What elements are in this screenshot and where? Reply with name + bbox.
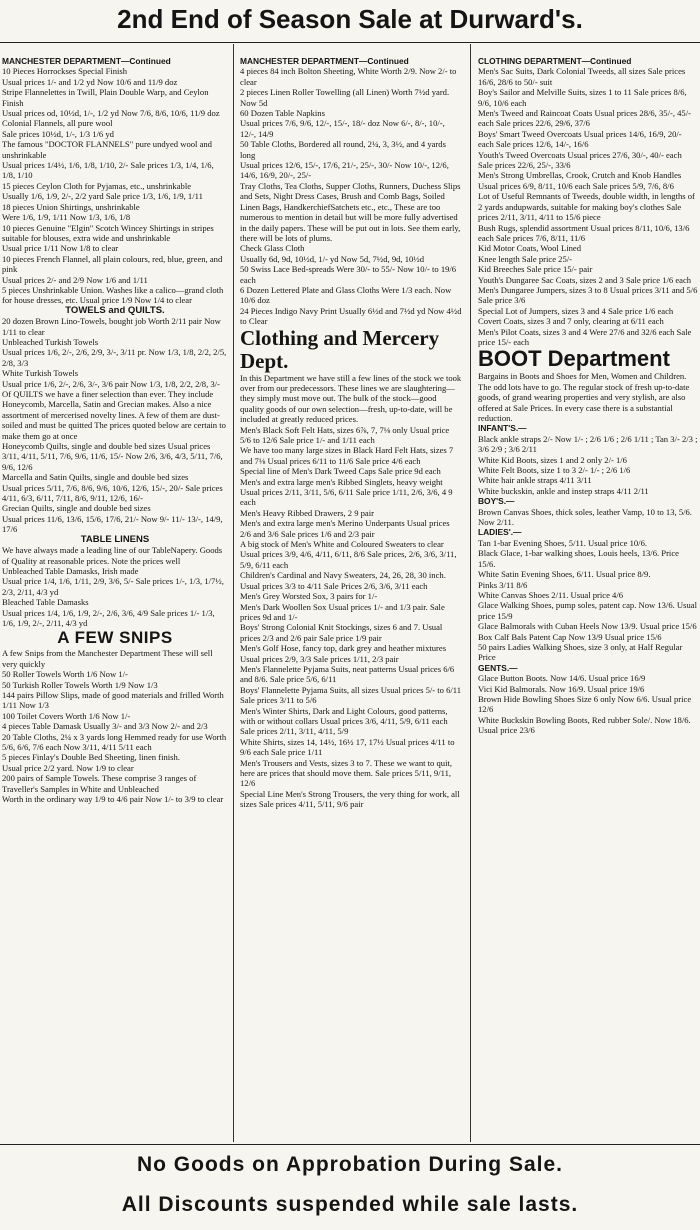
item: Grecian Quilts, single and double bed sizes xyxy=(2,503,151,514)
item: Glace Button Boots. Now 14/6. Usual price 16/9 xyxy=(478,673,646,684)
column-divider xyxy=(470,44,471,1142)
item: Marcella and Satin Quilts, single and double bed sizes xyxy=(2,472,189,483)
item: 20 dozen Brown Lino-Towels, bought job Worth 2/11 pair Now 1/11 to clear xyxy=(2,316,221,337)
item: Bargains in Boots and Shoes for Men, Women and Children. The odd lots have to go. The regular stock of fresh up-to-date goods, of grand wearing properties and very stylish, are also offered at Sale Prices. In every case there is a substantial reduction. xyxy=(478,371,690,423)
item: White hair ankle straps 4/11 3/11 xyxy=(478,475,592,486)
item: Special Lot of Jumpers, sizes 3 and 4 Sale price 1/6 each xyxy=(478,305,674,316)
item: 4 pieces Table Damask Usually 3/- and 3/3 Now 2/- and 2/3 xyxy=(2,721,208,732)
section-heading: Clothing and Mercery Dept. xyxy=(240,325,440,373)
item: Usually 1/6, 1/9, 2/-, 2/2 yard Sale price 1/3, 1/6, 1/9, 1/11 xyxy=(2,191,203,202)
section-heading: MANCHESTER DEPARTMENT—Continued xyxy=(2,56,171,66)
top-rule xyxy=(0,42,700,43)
item: Colonial Flannels, all pure wool xyxy=(2,118,113,129)
item: 50 Swiss Lace Bed-spreads Were 30/- to 55/- Now 10/- to 19/6 each xyxy=(240,264,457,285)
item: Vici Kid Balmorals. Now 16/9. Usual price 19/6 xyxy=(478,683,645,694)
section-heading: TABLE LINENS xyxy=(80,533,150,545)
item: Usual prices 1/6, 2/-, 2/6, 2/9, 3/-, 3/11 pr. Now 1/3, 1/8, 2/2, 2/5, 2/8, 3/3 xyxy=(2,347,227,368)
item: Kid Motor Coats, Wool Lined xyxy=(478,243,581,254)
item: Brown Canvas Shoes, thick soles, leather Vamp, 10 to 13, 5/6. Now 2/11. xyxy=(478,506,692,528)
item: Youth's Tweed Overcoats Usual prices 27/6, 30/-, 40/- each Sale prices 22/6, 25/-, 33/6 xyxy=(478,149,682,171)
item: White Turkish Towels xyxy=(2,368,79,379)
item: 100 Toilet Covers Worth 1/6 Now 1/- xyxy=(2,710,131,721)
item: Usual prices 11/6, 13/6, 15/6, 17/6, 21/- Now 9/- 11/- 13/-, 14/9, 17/6 xyxy=(2,513,223,535)
item: White buckskin, ankle and instep straps 4/11 2/11 xyxy=(478,485,649,496)
item: Men's Flannelette Pyjama Suits, neat patterns Usual prices 6/6 and 8/6. Sale price 5/6, 6/11 xyxy=(240,663,455,685)
item: Usual price 2/2 yard. Now 1/9 to clear xyxy=(2,762,134,773)
item: In this Department we have still a few lines of the stock we took over from our predecessors. These lines we are slaughtering—they simply must move out. The bulk of the stock—good quality goods of our own selection—fresh, up-to-date, will be included at greatly reduced prices. xyxy=(240,372,462,425)
item: 50 Turkish Roller Towels Worth 1/9 Now 1/3 xyxy=(2,679,158,690)
item: Honeycomb Quilts, single and double bed sizes Usual prices 3/11, 4/11, 5/11, 7/6, 9/6, 11/6, 15/- Now 2/6, 3/6, 4/3, 5/11, 7/6, 9/6, 12/6 xyxy=(2,441,223,472)
item: 10 Pieces Horrockses Special Finish xyxy=(2,66,128,77)
item: Men's Strong Umbrellas, Crook, Crutch and Knob Handles Usual prices 6/9, 8/11, 10/6 each Sale prices 5/9, 7/6, 8/6 xyxy=(478,170,682,191)
item: Of QUILTS we have a finer selection than ever. They include Honeycomb, Marcella, Satin and Grecian makes. Also a nice assortment of mercerised novelty lines. A few of them are dust-soiled and must be quitted The prices quoted below are certain to make them go at once xyxy=(2,389,226,441)
item: Stripe Flannelettes in Twill, Plain Double Warp, and Ceylon Finish xyxy=(2,87,209,108)
item: Worth in the ordinary way 1/9 to 4/6 pair Now 1/- to 3/9 to clear xyxy=(2,794,224,805)
item: Usual prices od, 10½d, 1/-, 1/2 yd Now 7/6, 8/6, 10/6, 11/9 doz xyxy=(2,108,220,119)
item: Usual prices 1/4½, 1/6, 1/8, 1/10, 2/- Sale prices 1/3, 1/4, 1/6, 1/8, 1/10 xyxy=(2,160,214,181)
item: Box Calf Bals Patent Cap Now 13/9 Usual price 15/6 xyxy=(478,631,662,642)
item: White Canvas Shoes 2/11. Usual price 4/6 xyxy=(478,589,624,600)
item: Black ankle straps 2/- Now 1/- ; 2/6 1/6 ; 2/6 1/11 ; Tan 3/- 2/3 ; 3/6 2/9 ; 3/6 2/11 xyxy=(478,433,698,455)
item: Usual prices 12/6, 15/-, 17/6, 21/-, 25/-, 30/- Now 10/-, 12/6, 14/6, 16/9, 20/-, 25/- xyxy=(240,160,449,181)
item: 10 pieces Genuine "Elgin" Scotch Wincey Shirtings in stripes suitable for blouses, extra wide and unshrinkable xyxy=(2,222,214,243)
item: Glace Balmorals with Cuban Heels Now 13/9. Usual price 15/6 xyxy=(478,621,697,632)
item: Boys' Flannelette Pyjama Suits, all sizes Usual prices 5/- to 6/11 Sale prices 3/11 to 5/6 xyxy=(240,684,462,706)
item: White Felt Boots, size 1 to 3 2/- 1/- ; 2/6 1/6 xyxy=(478,465,631,476)
item: Men's Sac Suits, Dark Colonial Tweeds, all sizes Sale prices 16/6, 28/6 to 50/- suit xyxy=(478,66,686,87)
item: Kid Breeches Sale price 15/- pair xyxy=(478,264,593,275)
item: Usual prices 2/- and 2/9 Now 1/6 and 1/11 xyxy=(2,274,148,285)
item: Men's Dungaree Jumpers, sizes 3 to 8 Usual prices 3/11 and 5/6 Sale price 3/6 xyxy=(478,284,698,306)
section-heading: A FEW SNIPS xyxy=(57,628,173,648)
item: 2 pieces Linen Roller Towelling (all Linen) Worth 7½d yard. Now 5d xyxy=(240,87,450,108)
item: Special Line Men's Strong Trousers, the very thing for work, all sizes Sale prices 4/11, 5/11, 9/6 pair xyxy=(240,788,460,810)
item: White Buckskin Bowling Boots, Red rubber Sole/. Now 18/6. Usual price 23/6 xyxy=(478,714,691,736)
item: Men's Heavy Ribbed Drawers, 2 9 pair xyxy=(240,507,375,518)
item: 144 pairs Pillow Slips, made of good materials and frilled Worth 1/11 Now 1/3 xyxy=(2,689,224,711)
item: White Kid Boots, sizes 1 and 2 only 2/- 1/6 xyxy=(478,454,627,465)
item: Men's Grey Worsted Sox, 3 pairs for 1/- xyxy=(240,591,378,602)
item: Tan 1-bar Evening Shoes, 5/11. Usual price 10/6. xyxy=(478,537,648,548)
section-heading: BOOT Department xyxy=(478,346,670,372)
item: Usually 6d, 9d, 10½d, 1/- yd Now 5d, 7½d, 9d, 10½d xyxy=(240,253,425,264)
section-heading: CLOTHING DEPARTMENT—Continued xyxy=(478,56,632,66)
item: Unbleached Turkish Towels xyxy=(2,336,99,347)
item: 4 pieces 84 inch Bolton Sheeting, White Worth 2/9. Now 2/- to clear xyxy=(240,66,457,87)
item: Boy's Sailor and Melville Suits, sizes 1 to 11 Sale prices 8/6, 9/6, 10/6 each xyxy=(478,87,687,108)
item: 5 pieces Finlay's Double Bed Sheeting, linen finish. xyxy=(2,752,180,763)
item: We have always made a leading line of our TableNapery. Goods of Quality at reasonable prices. Note the prices well xyxy=(2,545,223,566)
item: Sale prices 10½d, 1/-, 1/3 1/6 yd xyxy=(2,128,114,139)
item: 6 Dozen Lettered Plate and Glass Cloths Were 1/3 each. Now 10/6 doz xyxy=(240,284,452,306)
subsection-label: INFANT'S.— xyxy=(478,423,527,434)
item: White Satin Evening Shoes, 6/11. Usual price 8/9. xyxy=(478,569,651,580)
item: Men's Pilot Coats, sizes 3 and 4 Were 27/6 and 32/6 each Sale price 15/- each xyxy=(478,326,692,347)
item: White Shirts, sizes 14, 14½, 16½ 17, 17½ Usual prices 4/11 to 9/6 each Sale price 1/11 xyxy=(240,736,455,758)
item: Men's Winter Shirts, Dark and Light Colours, good patterns, with or without collars Usual prices 3/6, 4/11, 5/9, 6/11 each Sale prices 2/11, 3/11, 4/11, 5/9 xyxy=(240,705,448,737)
item: 20 Table Cloths, 2¼ x 3 yards long Hemmed ready for use Worth 5/6, 6/6, 7/6 each Now 3/11, 4/11 5/11 each xyxy=(2,731,227,752)
item: Men's and extra large men's Merino Underpants Usual prices 2/6 and 3/6 Sale prices 1/6 and 2/3 pair xyxy=(240,518,450,539)
item: Bleached Table Damasks xyxy=(2,597,89,608)
item: Men's Tweed and Raincoat Coats Usual prices 28/6, 35/-, 45/- each Sale prices 22/6, 29/6, 37/6 xyxy=(478,108,691,129)
item: Usual prices 7/6, 9/6, 12/-, 15/-, 18/- doz Now 6/-, 8/-, 10/-, 12/-, 14/9 xyxy=(240,118,445,139)
item: Covert Coats, sizes 3 and 7 only, clearing at 6/11 each xyxy=(478,316,664,327)
item: Usual prices 1/4, 1/6, 1/9, 2/-, 2/6, 3/6, 4/9 Sale prices 1/- 1/3, 1/6, 1/9, 2/-, 2/11, 4/3 yd xyxy=(2,607,215,628)
item: Usual prices 5/11, 7/6, 8/6, 9/6, 10/6, 12/6, 15/-, 20/- Sale prices 4/11, 6/3, 6/11, 7/11, 8/6, 9/11, 12/6, 16/- xyxy=(2,482,223,504)
item: Check Glass Cloth xyxy=(240,243,305,254)
item: Men's and extra large men's Ribbed Singlets, heavy weight Usual prices 2/11, 3/11, 5/6, 6/11 Sale price 1/11, 2/6, 3/6, 4 9 each xyxy=(240,476,453,508)
column-1 xyxy=(2,56,228,1140)
item: Boys' Smart Tweed Overcoats Usual prices 14/6, 16/9, 20/- each Sale prices 12/6, 14/-, 16/6 xyxy=(478,128,682,150)
item: Unbleached Table Damasks, Irish made xyxy=(2,565,139,576)
item: Usual price 1/4, 1/6, 1/11, 2/9, 3/6, 5/- Sale prices 1/-, 1/3, 1/7½, 2/3, 2/11, 4/3 yd xyxy=(2,576,224,597)
item: Usual price 1/11 Now 1/8 to clear xyxy=(2,243,119,254)
item: Lot of Useful Remnants of Tweeds, double width, in lengths of 2 yards andupwards, suitable for making boy's clothes Sale prices 2/11, 3/11, 4/11 to 15/6 piece xyxy=(478,191,695,223)
footer-line-1: No Goods on Approbation During Sale. xyxy=(136,1153,564,1176)
item: The famous "DOCTOR FLANNELS" pure undyed wool and unshrinkable xyxy=(2,139,212,160)
item: Usual prices 3/9, 4/6, 4/11, 6/11, 8/6 Sale prices, 2/6, 3/6, 3/11, 5/9, 6/11 each xyxy=(240,549,457,570)
item: Brown Hide Bowling Shoes Size 6 only Now 6/6. Usual price 12/6 xyxy=(478,693,692,715)
subsection-label: GENTS.— xyxy=(478,662,518,673)
item: Usual price 1/6, 2/-, 2/6, 3/-, 3/6 pair Now 1/3, 1/8, 2/2, 2/8, 3/- xyxy=(2,378,220,389)
item: Pinks 3/11 8/6 xyxy=(478,579,528,590)
item: 15 pieces Ceylon Cloth for Pyjamas, etc., unshrinkable xyxy=(2,180,192,191)
item: Men's Dark Woollen Sox Usual prices 1/- and 1/3 pair. Sale prices 9d and 1/- xyxy=(240,601,445,622)
item: Children's Cardinal and Navy Sweaters, 24, 26, 28, 30 inch. Usual prices 3/3 to 4/11 Sale Prices 2/6, 3/6, 3/11 each xyxy=(240,570,446,591)
item: 50 Table Cloths, Bordered all round, 2¼, 3, 3½, and 4 yards long xyxy=(240,139,446,160)
item: 50 pairs Ladies Walking Shoes, size 3 only, at Half Regular Price xyxy=(478,641,683,663)
item: Men's Black Soft Felt Hats, sizes 6⅞, 7, 7⅛ only Usual price 5/6 to 12/6 Sale price 1/- and 1/11 each xyxy=(240,424,450,445)
item: Knee length Sale price 25/- xyxy=(478,253,573,264)
item: Bush Rugs, splendid assortment Usual prices 8/11, 10/6, 13/6 each Sale prices 7/6, 8/11, 11/6 xyxy=(478,222,690,243)
item: 50 Roller Towels Worth 1/6 Now 1/- xyxy=(2,669,128,680)
item: Glace Walking Shoes, pump soles, patent cap. Now 13/6. Usual price 15/9 xyxy=(478,600,697,621)
item: A few Snips from the Manchester Department These will sell very quickly xyxy=(2,648,213,669)
item: Were 1/6, 1/9, 1/11 Now 1/3, 1/6, 1/8 xyxy=(2,212,131,223)
item: Boys' Strong Colonial Knit Stockings, sizes 6 and 7. Usual prices 2/3 and 2/6 pair Sale price 1/9 pair xyxy=(240,622,443,643)
column-divider xyxy=(233,44,234,1142)
item: Men's Golf Hose, fancy top, dark grey and heather mixtures Usual prices 2/9, 3/3 Sale prices 1/11, 2/3 pair xyxy=(240,643,447,664)
item: 18 pieces Union Shirtings, unshrinkable xyxy=(2,201,140,212)
item: A big stock of Men's White and Coloured Sweaters to clear xyxy=(240,539,444,550)
item: 60 Dozen Table Napkins xyxy=(240,108,325,119)
item: 24 Pieces Indigo Navy Print Usually 6½d and 7½d yd Now 4½d to Clear xyxy=(240,305,462,327)
item: We have too many large sizes in Black Hard Felt Hats, sizes 7 and 7⅛ Usual prices 6/11 to 11/6 Sale price 4/6 each xyxy=(240,445,454,466)
item: Youth's Dungaree Sac Coats, sizes 2 and 3 Sale price 1/6 each xyxy=(478,274,692,285)
subsection-label: LADIES'.— xyxy=(478,527,522,538)
section-heading: TOWELS and QUILTS. xyxy=(65,304,165,316)
footer-line-2: All Discounts suspended while sale lasts. xyxy=(121,1193,579,1216)
subsection-label: BOY'S.— xyxy=(478,496,515,507)
section-heading: MANCHESTER DEPARTMENT—Continued xyxy=(240,56,409,66)
bottom-rule xyxy=(0,1144,700,1145)
column-3 xyxy=(478,56,698,1140)
item: 200 pairs of Sample Towels. These comprise 3 ranges of Traveller's Samples in White and Unbleached xyxy=(2,773,197,794)
item: 10 pieces French Flannel, all plain colours, red, blue, green, and pink xyxy=(2,253,223,275)
page-headline: 2nd End of Season Sale at Durward's. xyxy=(117,4,583,34)
item: Special line of Men's Dark Tweed Caps Sale price 9d each xyxy=(240,466,441,477)
item: Tray Cloths, Tea Cloths, Supper Cloths, Runners, Duchess Slips and Sets, Night Dress Cases, Brush and Comb Bags, Soiled Linen Bags, HandkerchiefSatchets etc., etc., These are too numerous to mention in detail but will be more fully advertised in the daily papers. These will be put out in lots. See them early, there will be lots of plums. xyxy=(240,180,461,243)
item: Black Glace, 1-bar walking shoes, Louis heels, 13/6. Price 15/6. xyxy=(478,548,679,569)
item: 5 pieces Unshrinkable Union. Washes like a calico—grand cloth for house dresses, etc. Usual price 1/9 Now 1/4 to clear xyxy=(2,284,224,306)
column-2 xyxy=(240,56,462,1140)
item: Usual prices 1/- and 1/2 yd Now 10/6 and 11/9 doz xyxy=(2,76,178,87)
item: Men's Trousers and Vests, sizes 3 to 7. These we want to quit, here are prices that should move them. Sale prices 5/11, 9/11, 12/6 xyxy=(240,757,453,789)
